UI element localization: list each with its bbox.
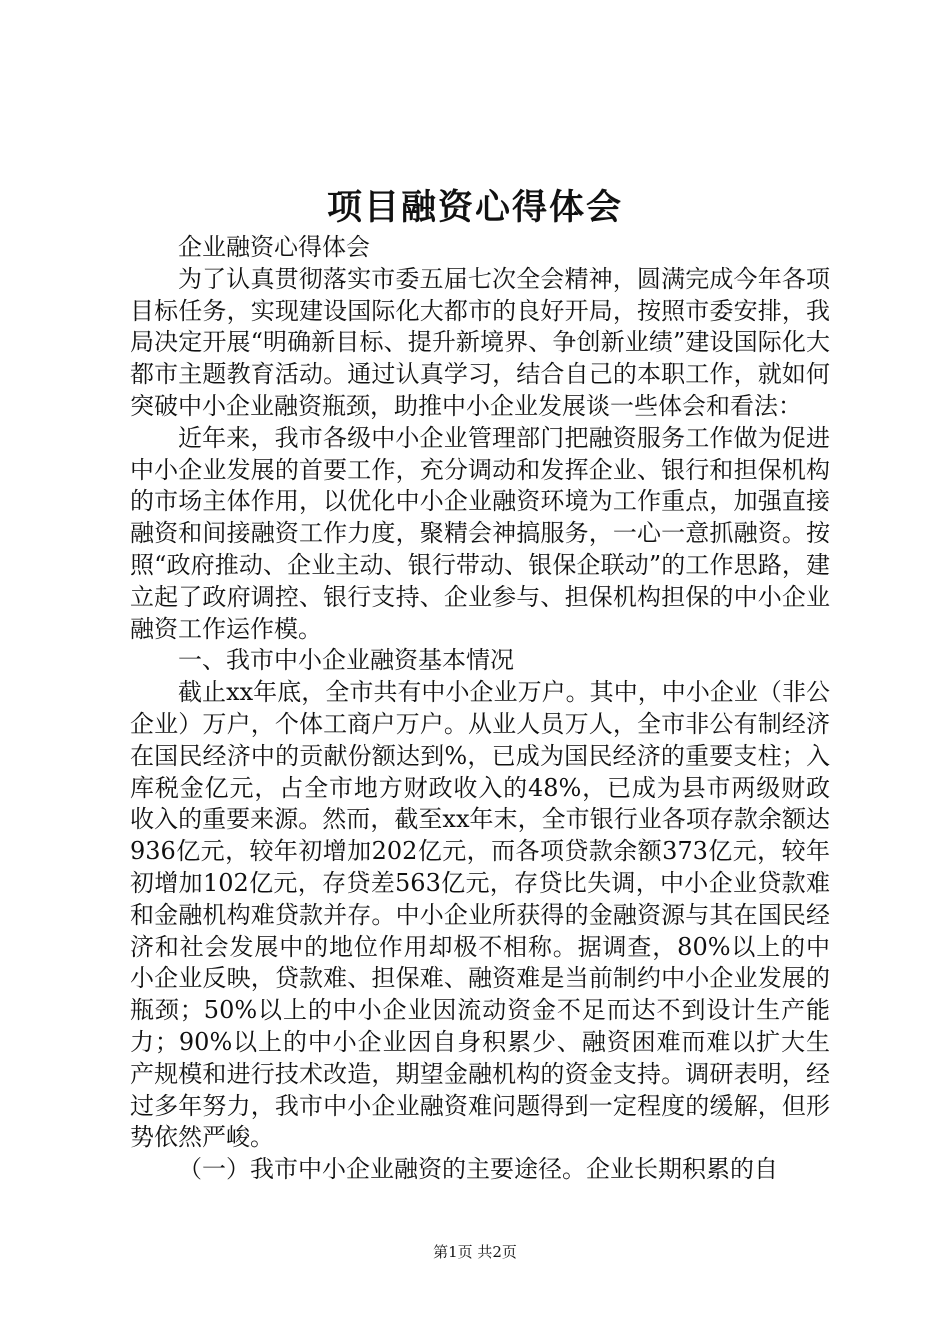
document-title: 项目融资心得体会	[326, 187, 623, 228]
paragraph-subtitle: 企业融资心得体会	[178, 233, 370, 261]
subsection-heading-1: （一）我市中小企业融资的主要途径。企业长期积累的自	[178, 1155, 778, 1184]
document-body	[130, 232, 830, 1186]
paragraph-background: 近年来，我市各级中小企业管理部门把融资服务工作做为促进中小企业发展的首要工作，充分调动和发挥企业、银行和担保机构的市场主体作用，以优化中小企业融资环境为工作重点，加强直接融资和间接融资工作力度，聚精会神搞服务，一心一意抓融资。按照“政府推动、企业主动、银行带动、银保企联动”的工作思路，建立起了政府调控、银行支持、企业参与、担保机构担保的中小企业融资工作运作模。	[130, 423, 830, 643]
paragraph-situation: 截止xx年底，全市共有中小企业万户。其中，中小企业（非公企业）万户，个体工商户万户。从业人员万人，全市非公有制经济在国民经济中的贡献份额达到%，已成为国民经济的重要支柱；入库税金亿元，占全市地方财政收入的48%，已成为县市两级财政收入的重要来源。然而，截至xx年末，全市银行业各项存款余额达936亿元，较年初增加202亿元，而各项贷款余额373亿元，较年初增加102亿元，存贷差563亿元，存贷比失调，中小企业贷款难和金融机构难贷款并存。中小企业所获得的金融资源与其在国民经济和社会发展中的地位作用却极不相称。据调查，80%以上的中小企业反映，贷款难、担保难、融资难是当前制约中小企业发展的瓶颈；50%以上的中小企业因流动资金不足而达不到设计生产能力；90%以上的中小企业因自身积累少、融资困难而难以扩大生产规模和进行技术改造，期望金融机构的资金支持。调研表明，经过多年努力，我市中小企业融资难问题得到一定程度的缓解，但形势依然严峻。	[130, 678, 830, 1152]
paragraph-intro: 为了认真贯彻落实市委五届七次全会精神，圆满完成今年各项目标任务，实现建设国际化大都市的良好开局，按照市委安排，我局决定开展“明确新目标、提升新境界、争创新业绩”建设国际化大都市主题教育活动。通过认真学习，结合自己的本职工作，就如何突破中小企业融资瓶颈，助推中小企业发展谈一些体会和看法：	[130, 264, 830, 420]
page-footer: 第1页 共2页	[433, 1243, 517, 1261]
section-heading-1: 一、我市中小企业融资基本情况	[178, 646, 514, 675]
